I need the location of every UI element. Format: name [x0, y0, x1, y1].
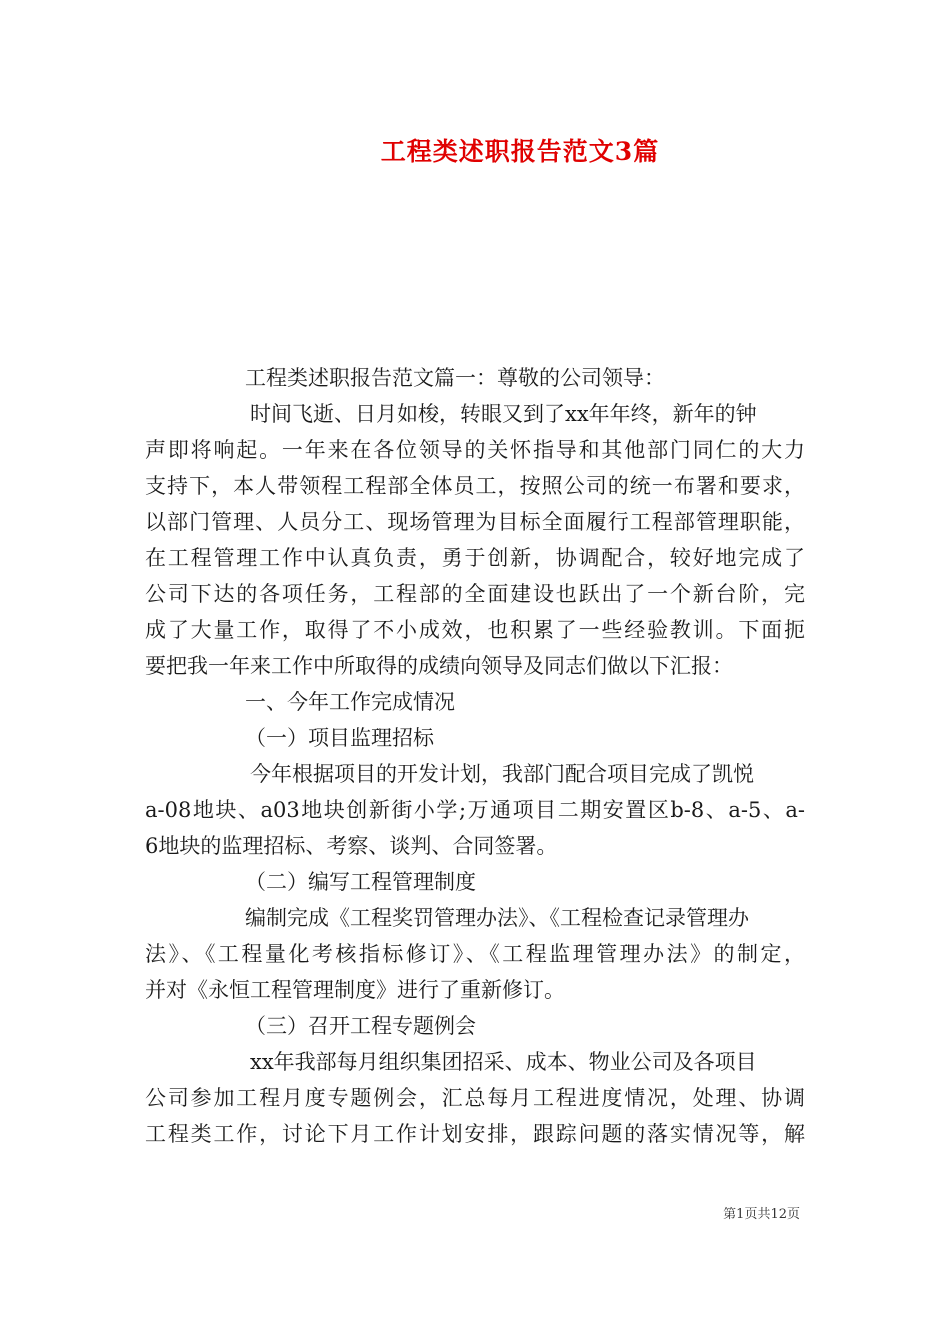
- paragraph-line: 要把我一年来工作中所取得的成绩向领导及同志们做以下汇报：: [145, 654, 733, 678]
- subsection-heading: （一）项目监理招标: [245, 726, 434, 750]
- subsection-heading: （三）召开工程专题例会: [245, 1014, 476, 1038]
- paragraph-line: 时间飞逝、日月如梭，转眼又到了xx年年终，新年的钟: [250, 402, 757, 426]
- paragraph-line: 6地块的监理招标、考察、谈判、合同签署。: [145, 834, 558, 858]
- section-heading: 一、今年工作完成情况: [245, 690, 455, 714]
- paragraph-line: xx年我部每月组织集团招采、成本、物业公司及各项目: [250, 1050, 757, 1074]
- page-number-footer: 第1页共12页: [723, 1207, 800, 1222]
- subsection-heading: （二）编写工程管理制度: [245, 870, 476, 894]
- paragraph-line: 以部门管理、人员分工、现场管理为目标全面履行工程部管理职能，: [145, 510, 805, 534]
- document-title: 工程类述职报告范文3篇: [380, 137, 660, 166]
- paragraph-line: 工程类工作，讨论下月工作计划安排，跟踪问题的落实情况等，解: [145, 1122, 805, 1146]
- paragraph-line: a-08地块、a03地块创新街小学;万通项目二期安置区b-8、a-5、a-: [145, 798, 805, 822]
- paragraph-line: 声即将响起。一年来在各位领导的关怀指导和其他部门同仁的大力: [145, 438, 805, 462]
- paragraph-line: 工程类述职报告范文篇一：尊敬的公司领导：: [245, 366, 665, 390]
- paragraph-line: 今年根据项目的开发计划，我部门配合项目完成了凯悦: [250, 762, 754, 786]
- paragraph-line: 在工程管理工作中认真负责，勇于创新，协调配合，较好地完成了: [145, 546, 805, 570]
- paragraph-line: 成了大量工作，取得了不小成效，也积累了一些经验教训。下面扼: [145, 618, 805, 642]
- paragraph-line: 公司参加工程月度专题例会，汇总每月工程进度情况，处理、协调: [145, 1086, 805, 1110]
- paragraph-line: 公司下达的各项任务，工程部的全面建设也跃出了一个新台阶，完: [145, 582, 805, 606]
- paragraph-line: 法》、《工程量化考核指标修订》、《工程监理管理办法》的制定，: [145, 942, 805, 966]
- paragraph-line: 并对《永恒工程管理制度》进行了重新修订。: [145, 978, 565, 1002]
- paragraph-line: 支持下，本人带领程工程部全体员工，按照公司的统一布署和要求，: [145, 474, 805, 498]
- document-body: [145, 360, 805, 1152]
- paragraph-line: 编制完成《工程奖罚管理办法》、《工程检查记录管理办: [245, 906, 749, 930]
